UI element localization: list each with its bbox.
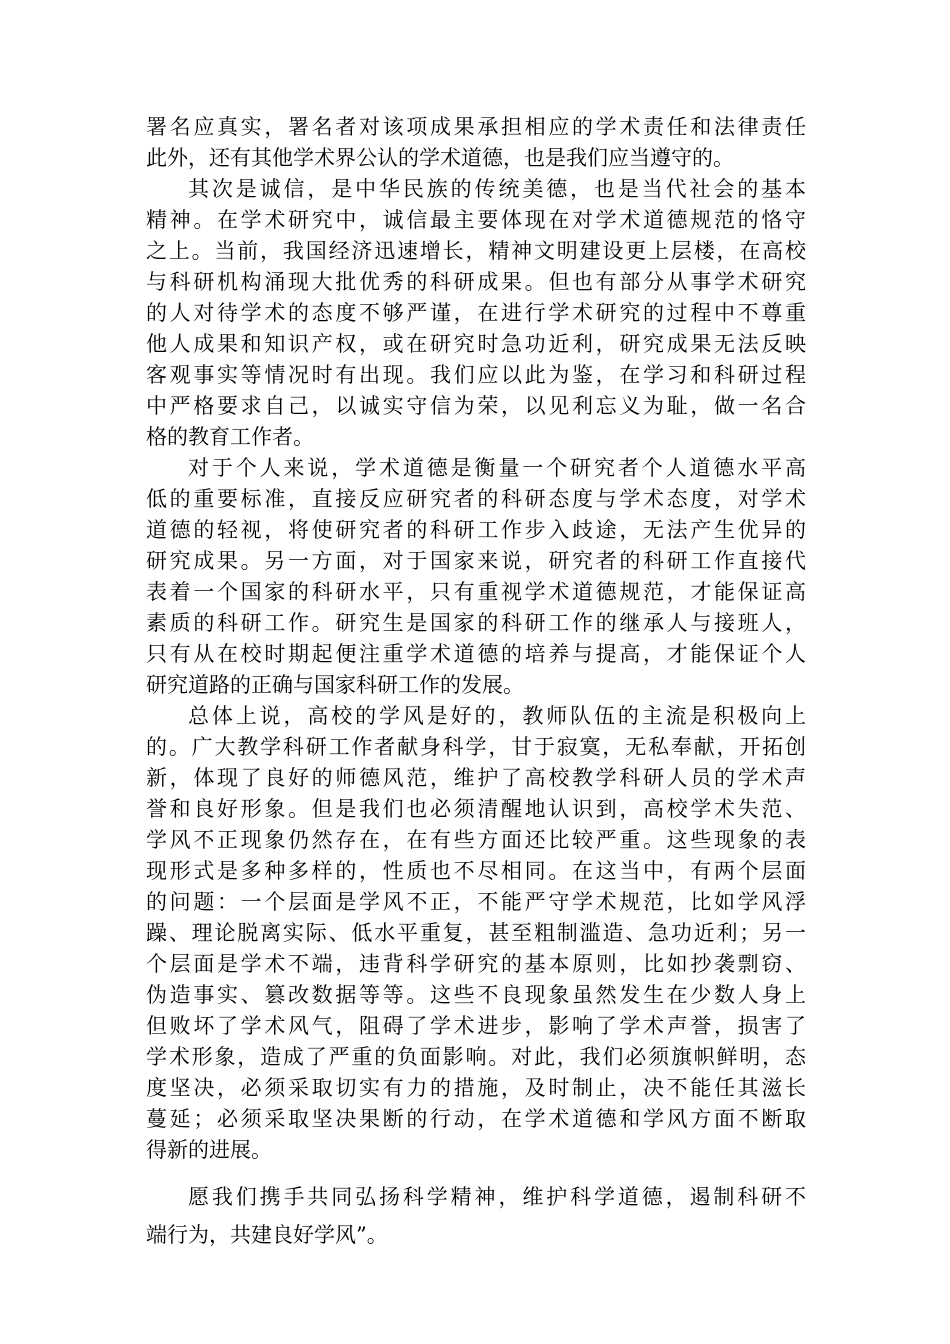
paragraph	[146, 174, 806, 453]
text-line: 低的重要标准，直接反应研究者的科研态度与学术态度，对学术	[146, 487, 806, 511]
text-line: 总体上说，高校的学风是好的，教师队伍的主流是积极向上	[188, 704, 806, 728]
text-line: 只有从在校时期起便注重学术道德的培养与提高，才能保证个人	[146, 642, 806, 666]
text-line: 得新的进展。	[146, 1138, 272, 1162]
text-line: 此外，还有其他学术界公认的学术道德，也是我们应当遵守的。	[146, 146, 734, 170]
paragraph	[146, 453, 806, 701]
text-line: 格的教育工作者。	[146, 425, 314, 449]
text-line: 学术形象，造成了严重的负面影响。对此，我们必须旗帜鲜明，态	[146, 1045, 806, 1069]
text-line: 他人成果和知识产权，或在研究时急功近利，研究成果无法反映	[146, 332, 806, 356]
text-line: 素质的科研工作。研究生是国家的科研工作的继承人与接班人，	[146, 611, 806, 635]
text-line: 学风不正现象仍然存在，在有些方面还比较严重。这些现象的表	[146, 828, 806, 852]
text-line: 中严格要求自己，以诚实守信为荣，以见利忘义为耻，做一名合	[146, 394, 806, 418]
text-line: 精神。在学术研究中，诚信最主要体现在对学术道德规范的恪守	[146, 208, 806, 232]
text-line: 现形式是多种多样的，性质也不尽相同。在这当中，有两个层面	[146, 859, 806, 883]
closing-paragraph	[146, 1178, 806, 1254]
text-line: 客观事实等情况时有出现。我们应以此为鉴，在学习和科研过程	[146, 363, 806, 387]
paragraph	[146, 701, 806, 1166]
text-line: 研究道路的正确与国家科研工作的发展。	[146, 673, 524, 697]
text-line: 对于个人来说，学术道德是衡量一个研究者个人道德水平高	[188, 456, 806, 480]
text-line: 蔓延；必须采取坚决果断的行动，在学术道德和学风方面不断取	[146, 1107, 806, 1131]
text-line: 的问题：一个层面是学风不正，不能严守学术规范，比如学风浮	[146, 890, 806, 914]
text-line: 表着一个国家的科研水平，只有重视学术道德规范，才能保证高	[146, 580, 806, 604]
text-line: 与科研机构涌现大批优秀的科研成果。但也有部分从事学术研究	[146, 270, 806, 294]
text-line: 愿我们携手共同弘扬科学精神，维护科学道德，遏制科研不	[188, 1185, 806, 1209]
text-line: 其次是诚信，是中华民族的传统美德，也是当代社会的基本	[188, 177, 806, 201]
text-line: 个层面是学术不端，违背科学研究的基本原则，比如抄袭剽窃、	[146, 952, 806, 976]
text-line: 的人对待学术的态度不够严谨，在进行学术研究的过程中不尊重	[146, 301, 806, 325]
text-line: 但败坏了学术风气，阻碍了学术进步，影响了学术声誉，损害了	[146, 1014, 806, 1038]
text-line: 度坚决，必须采取切实有力的措施，及时制止，决不能任其滋长	[146, 1076, 806, 1100]
text-line: 署名应真实，署名者对该项成果承担相应的学术责任和法律责任	[146, 115, 806, 139]
text-line: 道德的轻视，将使研究者的科研工作步入歧途，无法产生优异的	[146, 518, 806, 542]
document-page	[146, 112, 806, 1254]
paragraph	[146, 112, 806, 174]
text-line: 研究成果。另一方面，对于国家来说，研究者的科研工作直接代	[146, 549, 806, 573]
text-line: 的。广大教学科研工作者献身科学，甘于寂寞，无私奉献，开拓创	[146, 735, 806, 759]
text-line: 之上。当前，我国经济迅速增长，精神文明建设更上层楼，在高校	[146, 239, 806, 263]
text-line: 端行为，共建良好学风”。	[146, 1223, 388, 1247]
paragraph-gap	[146, 1166, 806, 1178]
text-line: 伪造事实、篡改数据等等。这些不良现象虽然发生在少数人身上	[146, 983, 806, 1007]
text-line: 躁、理论脱离实际、低水平重复，甚至粗制滥造、急功近利；另一	[146, 921, 806, 945]
text-line: 新，体现了良好的师德风范，维护了高校教学科研人员的学术声	[146, 766, 806, 790]
text-line: 誉和良好形象。但是我们也必须清醒地认识到，高校学术失范、	[146, 797, 806, 821]
